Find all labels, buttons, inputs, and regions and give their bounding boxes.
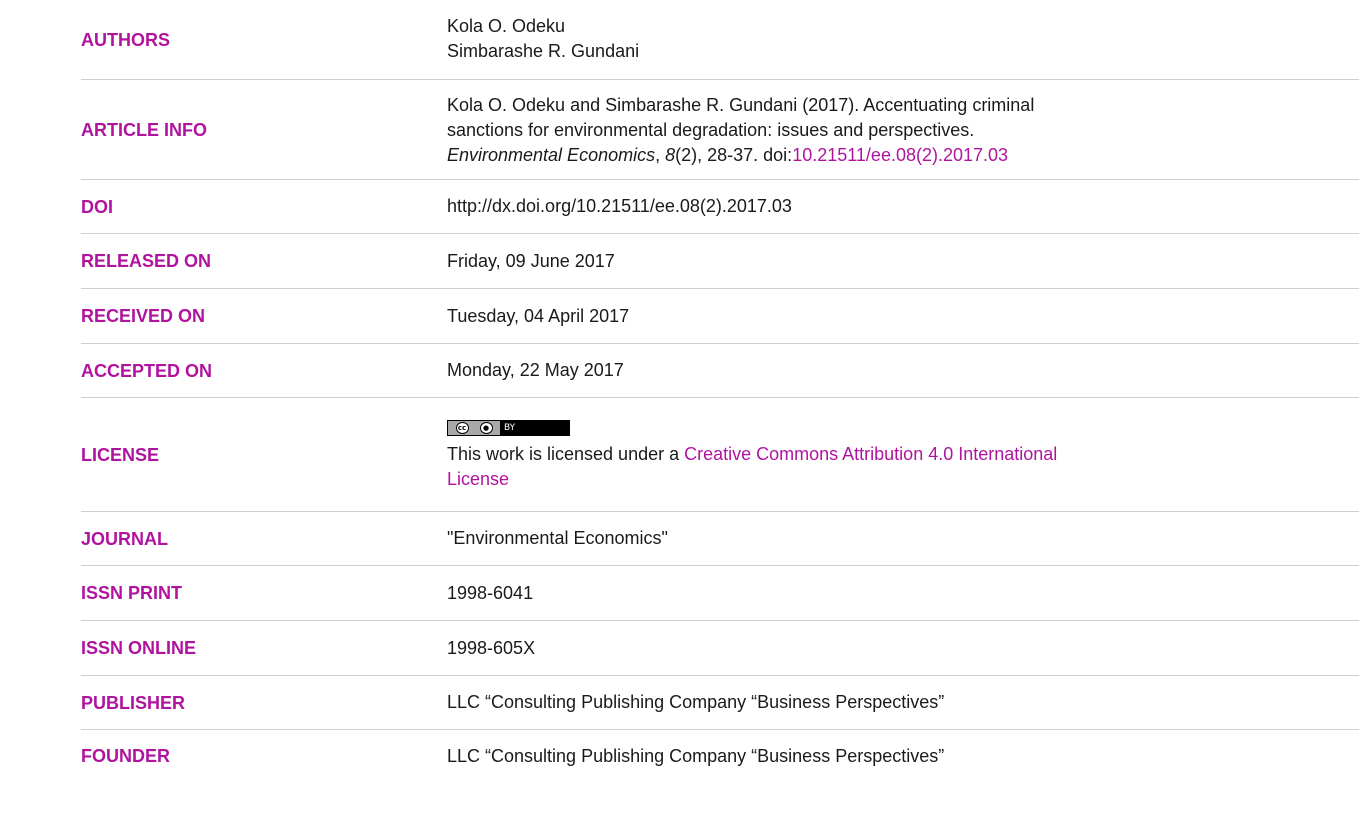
citation-doi-link[interactable]: 10.21511/ee.08(2).2017.03 — [792, 145, 1009, 165]
row-journal — [81, 512, 1359, 566]
cc-by-text: BY — [504, 422, 516, 433]
attribution-icon: ● — [480, 422, 493, 434]
row-issn-online — [81, 621, 1359, 676]
founder-label: FOUNDER — [81, 746, 170, 766]
row-article-info — [81, 80, 1359, 180]
row-doi — [81, 180, 1359, 234]
citation-volume: 8 — [665, 145, 676, 165]
journal-label: JOURNAL — [81, 528, 169, 549]
license-link-part-1[interactable]: Creative Commons Attribution 4.0 International — [684, 444, 1058, 464]
row-license — [81, 398, 1359, 512]
doi-value: http://dx.doi.org/10.21511/ee.08(2).2017.03 — [447, 196, 792, 216]
article-info-value — [447, 93, 1359, 168]
row-founder — [81, 730, 1359, 782]
issn-print-label: ISSN PRINT — [81, 583, 183, 603]
citation-line-3 — [447, 143, 1359, 168]
citation-rest: (2), 28-37. doi: — [675, 145, 793, 165]
license-link-part-2[interactable]: License — [447, 469, 510, 489]
cc-icon: cc — [456, 422, 469, 434]
authors-label: AUTHORS — [81, 29, 170, 50]
authors-value — [447, 14, 1359, 64]
doi-label: DOI — [81, 196, 114, 217]
row-publisher — [81, 676, 1359, 730]
issn-online-label: ISSN ONLINE — [81, 638, 197, 658]
publisher-value: LLC “Consulting Publishing Company “Business Perspectives” — [447, 692, 945, 712]
accepted-on-label: ACCEPTED ON — [81, 360, 213, 381]
author-1: Kola O. Odeku — [447, 15, 566, 36]
released-on-label: RELEASED ON — [81, 251, 212, 271]
journal-value: "Environmental Economics" — [447, 528, 668, 548]
row-issn-print — [81, 566, 1359, 621]
row-accepted-on — [81, 344, 1359, 398]
author-2: Simbarashe R. Gundani — [447, 40, 640, 61]
license-value — [447, 417, 1359, 492]
issn-print-value: 1998-6041 — [447, 582, 534, 603]
article-info-table — [81, 0, 1359, 782]
license-text — [447, 442, 1359, 467]
license-prefix: This work is licensed under a — [447, 444, 685, 464]
article-info-label: ARTICLE INFO — [81, 119, 207, 140]
citation-line-2: sanctions for environmental degradation: issues and perspectives. — [447, 120, 975, 140]
cc-by-badge[interactable] — [447, 420, 570, 436]
released-on-value: Friday, 09 June 2017 — [447, 250, 615, 271]
issn-online-value: 1998-605X — [447, 637, 536, 658]
received-on-label: RECEIVED ON — [81, 306, 206, 326]
row-authors — [81, 0, 1359, 80]
row-received-on — [81, 289, 1359, 344]
license-label: LICENSE — [81, 444, 160, 465]
received-on-value: Tuesday, 04 April 2017 — [447, 305, 630, 326]
accepted-on-value: Monday, 22 May 2017 — [447, 360, 624, 380]
citation-sep: , — [655, 145, 666, 165]
founder-value: LLC “Consulting Publishing Company “Business Perspectives” — [447, 745, 945, 766]
citation-line-1: Kola O. Odeku and Simbarashe R. Gundani (2017). Accentuating criminal — [447, 95, 1035, 115]
license-text-line-2 — [447, 467, 1359, 492]
citation-journal: Environmental Economics — [447, 145, 656, 165]
publisher-label: PUBLISHER — [81, 692, 186, 713]
row-released-on — [81, 234, 1359, 289]
